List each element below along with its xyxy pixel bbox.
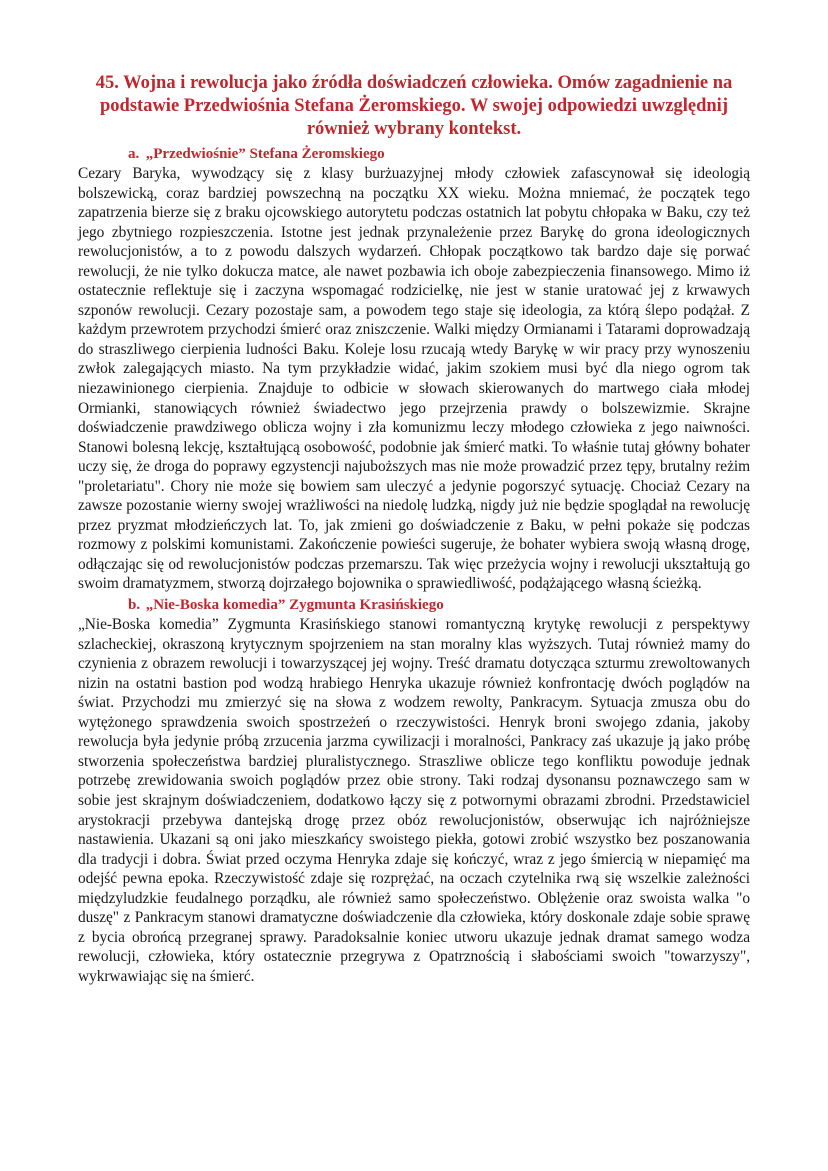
section-heading	[128, 596, 750, 614]
section-heading-text: „Nie-Boska komedia” Zygmunta Krasińskiego	[145, 597, 444, 614]
section-przedwiosnie	[78, 145, 750, 594]
section-paragraph: Cezary Baryka, wywodzący się z klasy burżuazyjnej młody człowiek zafascynował się ideologią bolszewicką, coraz bardziej powszechną na początku XX wieku. Można mniemać, że początek tego zapatrzenia bierze się z braku ojcowskiego autorytetu podczas ostatnich lat pobytu chłopaka w Baku, czy też jego zbytniego rozpieszczenia. Istotne jest jednak przynależenie przez Barykę do grona ideologicznych rewolucjonistów, a to z powodu dalszych wydarzeń. Chłopak początkowo tak bardzo daje się porwać rewolucji, że nie tylko dokucza matce, ale nawet pozbawia ich oboje zabezpieczenia finansowego. Mimo iż ostatecznie reflektuje się i zaczyna wspomagać rodzicielkę, nie jest w stanie uratować jej z krwawych szponów rewolucji. Cezary pozostaje sam, a powodem tego staje się ideologia, za którą ślepo podążał. Z każdym przewrotem przychodzi śmierć oraz zniszczenie. Walki między Ormianami i Tatarami doprowadzają do straszliwego cierpienia ludności Baku. Koleje losu rzucają wtedy Barykę w wir pracy przy wynoszeniu zwłok zalegających miasto. Na tym przykładzie widać, jakim szokiem musi być dla niego ogrom tak niezawinionego cierpienia. Znajduje to odbicie w słowach skierowanych do martwego ciała młodej Ormianki, stanowiących również świadectwo jego przejrzenia prawdy o bolszewizmie. Skrajne doświadczenie prawdziwego oblicza wojny i zła komunizmu leczy młodego człowieka z jego naiwności. Stanowi bolesną lekcję, kształtującą osobowość, podobnie jak śmierć matki. To właśnie tutaj główny bohater uczy się, że droga do poprawy egzystencji najuboższych mas nie może prowadzić przez tępy, brutalny reżim "proletariatu". Chory nie może się bowiem sam uleczyć a jedynie pogorszyć sytuację. Chociaż Cezary na zawsze pozostanie wierny swojej wrażliwości na niedolę ludzką, nigdy już nie będzie spoglądał na rewolucję przez pryzmat młodzieńczych lat. To, jak zmieni go doświadczenie z Baku, w pełni pokaże się podczas rozmowy z polskimi komunistami. Zakończenie powieści sugeruje, że bohater wybiera swoją własną drogę, odłączając się od rewolucjonistów podczas przemarszu. Tak więc przeżycia wojny i rewolucji ukształtują go swoim dramatyzmem, stworzą dojrzałego bojownika o sprawiedliwość, podążającego własną ścieżką.	[78, 165, 750, 593]
section-heading	[128, 145, 750, 163]
document-title: 45. Wojna i rewolucja jako źródła doświadczeń człowieka. Omów zagadnienie na podstawie Przedwiośnia Stefana Żeromskiego. W swojej odpowiedzi uwzględnij również wybrany kontekst.	[95, 73, 733, 139]
section-heading-text: „Przedwiośnie” Stefana Żeromskiego	[145, 146, 385, 162]
document-page	[78, 72, 750, 988]
section-paragraph: „Nie-Boska komedia” Zygmunta Krasińskiego stanowi romantyczną krytykę rewolucji z perspektywy szlacheckiej, okraszoną krytycznym spojrzeniem na stan moralny klas wyższych. Tutaj również mamy do czynienia z obrazem rewolucji i towarzyszącej jej wojny. Treść dramatu dotycząca szturmu zrewoltowanych nizin na ostatni bastion pod wodzą hrabiego Henryka ukazuje również konfrontację dwóch poglądów na świat. Przychodzi mu zmierzyć się na słowa z wodzem rewolty, Pankracym. Sytuacja zmusza obu do wytężonego sprawdzenia swoich spostrzeżeń o rzeczywistości. Henryk broni swojego zdania, jakoby rewolucja była jedynie próbą zrzucenia jarzma cywilizacji i moralności, Pankracy zaś ukazuje ją jako próbę stworzenia społeczeństwa bardziej pluralistycznego. Straszliwe oblicze tego konfliktu powoduje jednak potrzebę zrewidowania swoich poglądów przez obie strony. Taki rodzaj dysonansu poznawczego sam w sobie jest skrajnym doświadczeniem, dodatkowo łączy się z potwornymi obrazami zbrodni. Przedstawiciel arystokracji przebywa dantejską drogę przez obóz rewolucjonistów, obserwując ich najróżniejsze nastawienia. Ukazani są oni jako mieszkańcy swoistego piekła, gotowi zrobić wszystko bez poszanowania dla tradycji i dobra. Świat przed oczyma Henryka zdaje się kończyć, wraz z jego śmiercią w niepamięć ma odejść pewna epoka. Rzeczywistość zdaje się rozprężać, na oczach czytelnika rwą się wszelkie zależności międzyludzkie feudalnego porządku, ale również samo społeczeństwo. Oblężenie oraz swoista walka "o duszę" z Pankracym stanowi dramatyczne doświadczenie dla człowieka, który doskonale zdaje sobie sprawę z bycia obrońcą przegranej sprawy. Paradoksalnie koniec utworu ukazuje jednak dramat samego wodza rewolucji, człowieka, który ostatecznie przegrywa z Opatrznością i słabościami swoich "towarzyszy", wykrwawiając się na śmierć.	[78, 616, 750, 985]
section-letter: b.	[128, 597, 141, 614]
section-letter: a.	[128, 146, 140, 162]
section-nie-boska-komedia	[78, 596, 750, 986]
